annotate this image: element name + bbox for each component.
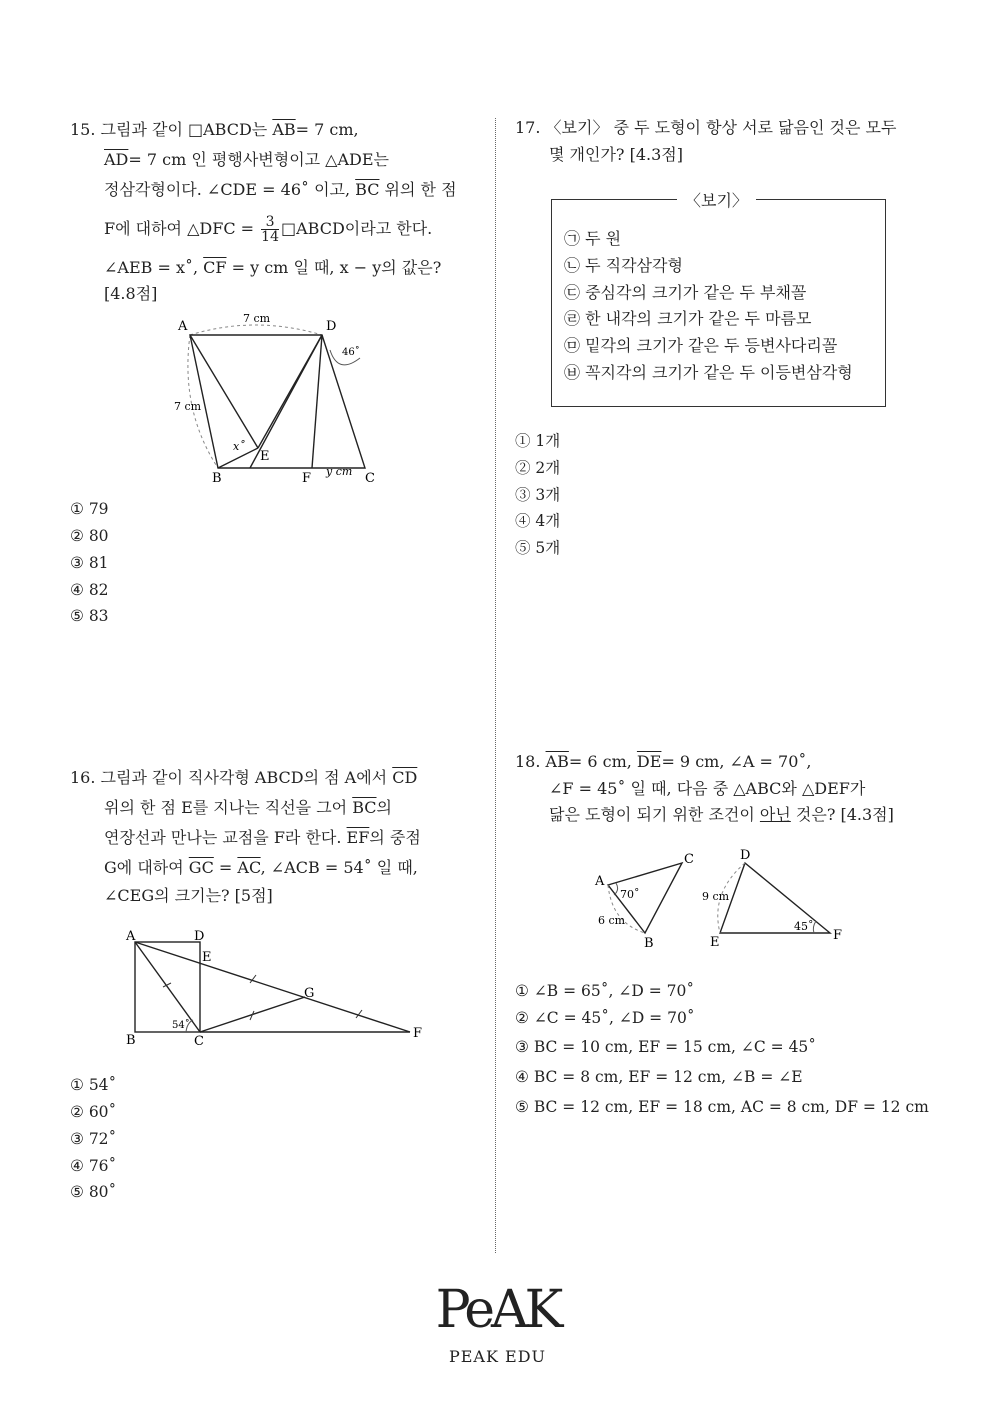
q18-text1b: = 9 cm, ∠A = 70˚, (661, 752, 812, 771)
q16-line3 (104, 827, 421, 849)
q15-line1 (70, 119, 359, 141)
q18-label-d: D (740, 848, 751, 863)
q17-choice-4[interactable]: ④ 4개 (515, 512, 561, 530)
q16-text4b: , ∠ACB = 54˚ 일 때, (260, 858, 418, 877)
q15-choice-1[interactable]: ① 79 (70, 500, 109, 518)
q15-label-ad-len: 7 cm (243, 312, 271, 325)
q17-line1 (515, 117, 896, 139)
q15-label-a: A (178, 319, 188, 334)
q16-label-a: A (126, 929, 136, 944)
q15-line5 (104, 257, 441, 279)
q18-choice-4[interactable]: ④ BC = 8 cm, EF = 12 cm, ∠B = ∠E (515, 1068, 803, 1086)
q17-number: 17. (515, 118, 541, 137)
q15-text3b: 위의 한 점 (379, 180, 457, 199)
q18-choice-5[interactable]: ⑤ BC = 12 cm, EF = 18 cm, AC = 8 cm, DF = 12 cm (515, 1098, 929, 1116)
q16-choice-3[interactable]: ③ 72˚ (70, 1130, 117, 1148)
q15-segment-ad: $\overline{AD}$ (104, 150, 129, 169)
q16-text2a: 위의 한 점 E를 지나는 직선을 그어 (104, 798, 353, 817)
q15-figure (170, 310, 390, 485)
q16-choice-4[interactable]: ④ 76˚ (70, 1157, 117, 1175)
q16-label-f: F (413, 1026, 423, 1041)
q15-fraction (261, 215, 279, 244)
q18-label-e: E (710, 935, 720, 950)
q15-label-ab-len: 7 cm (174, 400, 202, 413)
q16-text3b: 의 중점 (369, 828, 421, 847)
q15-line3 (104, 179, 457, 201)
q17-box-title: 〈보기〉 (677, 188, 756, 211)
q15-line2 (104, 149, 389, 171)
q18-figure (590, 843, 850, 953)
q18-label-angle-a: 70˚ (620, 888, 640, 901)
q16-figure (120, 925, 440, 1050)
q17-choice-3[interactable]: ③ 3개 (515, 486, 561, 504)
q15-label-c: C (365, 471, 375, 485)
q18-segment-ab: $\overline{AB}$ (545, 752, 569, 771)
q15-text1-tail: = 7 cm, (295, 120, 359, 139)
q18-line2: ∠F = 45˚ 일 때, 다음 중 △ABC와 △DEF가 (549, 779, 866, 798)
q17-box-item-3: ㉢ 중심각의 크기가 같은 두 부채꼴 (564, 283, 807, 302)
q16-label-c: C (194, 1034, 204, 1049)
q16-text2b: 의 (376, 798, 392, 817)
q18-text3b: 것은? [4.3점] (790, 805, 894, 824)
q18-triangle-def (720, 863, 830, 933)
q16-segment-gc: $\overline{GC}$ (188, 858, 214, 877)
q15-text5a: ∠AEB = x˚, (104, 258, 204, 277)
q15-label-d: D (326, 319, 337, 334)
q16-choice-2[interactable]: ② 60˚ (70, 1103, 117, 1121)
q17-choice-2[interactable]: ② 2개 (515, 459, 561, 477)
q17-choice-1[interactable]: ① 1개 (515, 432, 561, 450)
logo-text: PEAK EDU (448, 1347, 547, 1366)
fraction-numerator: 3 (261, 215, 279, 230)
q15-label-angle-aeb: x˚ (233, 440, 245, 453)
q15-arc-ad (190, 325, 322, 335)
logo-mark: PeAK (435, 1280, 560, 1340)
q18-line3 (549, 804, 894, 826)
q15-text4a: F에 대하여 △DFC = (104, 219, 260, 238)
q15-choice-2[interactable]: ② 80 (70, 527, 109, 545)
q15-text1: 그림과 같이 □ABCD는 (100, 120, 273, 139)
q18-label-b: B (644, 936, 654, 951)
q16-label-e: E (202, 950, 212, 965)
q16-text4a: G에 대하여 (104, 858, 189, 877)
q18-number: 18. (515, 752, 541, 771)
q15-line-df (312, 335, 322, 468)
q18-text1a: = 6 cm, (568, 752, 637, 771)
q18-choice-2[interactable]: ② ∠C = 45˚, ∠D = 70˚ (515, 1009, 695, 1027)
q16-line4 (104, 857, 418, 879)
q16-text3a: 연장선과 만나는 교점을 F라 한다. (104, 828, 347, 847)
q16-choice-5[interactable]: ⑤ 80˚ (70, 1183, 117, 1201)
q15-label-cf-len: y cm (326, 465, 353, 478)
q16-segment-cd: $\overline{CD}$ (392, 768, 418, 787)
q18-segment-de: $\overline{DE}$ (636, 752, 662, 771)
q15-choice-3[interactable]: ③ 81 (70, 554, 109, 572)
q15-label-e: E (260, 449, 270, 464)
q15-line4 (104, 214, 432, 244)
q18-angle-f-arc (813, 921, 816, 933)
q15-segment-ab: $\overline{AB}$ (272, 120, 296, 139)
q15-line-ae (190, 335, 258, 448)
q16-line-ac (135, 942, 200, 1032)
q17-box-item-2: ㉡ 두 직각삼각형 (564, 256, 683, 275)
q16-equals: = (213, 858, 238, 877)
q15-label-b: B (212, 471, 222, 485)
q16-segment-ef: $\overline{EF}$ (346, 828, 370, 847)
q16-label-b: B (126, 1033, 136, 1048)
q15-parallelogram (190, 335, 365, 468)
q17-choice-5[interactable]: ⑤ 5개 (515, 539, 561, 557)
q18-choice-3[interactable]: ③ BC = 10 cm, EF = 15 cm, ∠C = 45˚ (515, 1038, 817, 1056)
q17-example-box (551, 191, 886, 407)
q16-line-af (135, 942, 410, 1032)
q15-segment-cf: $\overline{CF}$ (203, 258, 227, 277)
q18-label-a: A (595, 874, 605, 889)
q15-label-angle-cde: 46˚ (342, 347, 360, 358)
q18-label-ab-len: 6 cm (598, 914, 626, 927)
q16-line1 (70, 767, 417, 789)
q15-points: [4.8점] (104, 284, 158, 303)
q15-label-f: F (302, 471, 312, 485)
q18-label-f: F (833, 928, 843, 943)
q17-box-item-6: ㉥ 꼭지각의 크기가 같은 두 이등변삼각형 (564, 363, 853, 382)
q15-text5b: = y cm 일 때, x − y의 값은? (226, 258, 442, 277)
q16-line5: ∠CEG의 크기는? [5점] (104, 886, 273, 905)
peak-logo (430, 1275, 565, 1366)
q18-choice-1[interactable]: ① ∠B = 65˚, ∠D = 70˚ (515, 982, 695, 1000)
fraction-denominator: 14 (261, 229, 279, 245)
q16-label-d: D (194, 929, 205, 944)
q17-box-item-1: ㉠ 두 원 (564, 229, 622, 248)
q17-box-item-5: ㉤ 밑각의 크기가 같은 두 등변사다리꼴 (564, 336, 838, 355)
q16-segment-ac: $\overline{AC}$ (237, 858, 261, 877)
q15-choice-4[interactable]: ④ 82 (70, 581, 109, 599)
q15-text2: = 7 cm 인 평행사변형이고 △ADE는 (128, 150, 390, 169)
q18-label-de-len: 9 cm (702, 890, 730, 903)
q17-line2: 몇 개인가? [4.3점] (549, 145, 683, 164)
q17-box-item-4: ㉣ 한 내각의 크기가 같은 두 마름모 (564, 309, 812, 328)
q18-underline-word: 아닌 (759, 805, 791, 824)
q15-text3a: 정삼각형이다. ∠CDE = 46˚ 이고, (104, 180, 356, 199)
q18-line1 (515, 751, 811, 773)
q16-text1: 그림과 같이 직사각형 ABCD의 점 A에서 (100, 768, 393, 787)
q16-line2 (104, 797, 392, 819)
q18-label-c: C (684, 852, 694, 867)
q15-choice-5[interactable]: ⑤ 83 (70, 607, 109, 625)
q16-label-g: G (304, 986, 315, 1001)
q16-number: 16. (70, 768, 96, 787)
q18-label-angle-f: 45˚ (794, 920, 814, 933)
q16-segment-bc: $\overline{BC}$ (352, 798, 377, 817)
q15-number: 15. (70, 120, 96, 139)
q17-text1: 〈보기〉 중 두 도형이 항상 서로 닮음인 것은 모두 (545, 118, 897, 137)
q18-text3a: 닮은 도형이 되기 위한 조건이 (549, 805, 760, 824)
q16-label-angle: 54˚ (172, 1020, 190, 1031)
q15-segment-bc: $\overline{BC}$ (355, 180, 380, 199)
q15-text4b: □ABCD이라고 한다. (280, 219, 433, 238)
column-divider (495, 118, 496, 1253)
q16-choice-1[interactable]: ① 54˚ (70, 1076, 117, 1094)
